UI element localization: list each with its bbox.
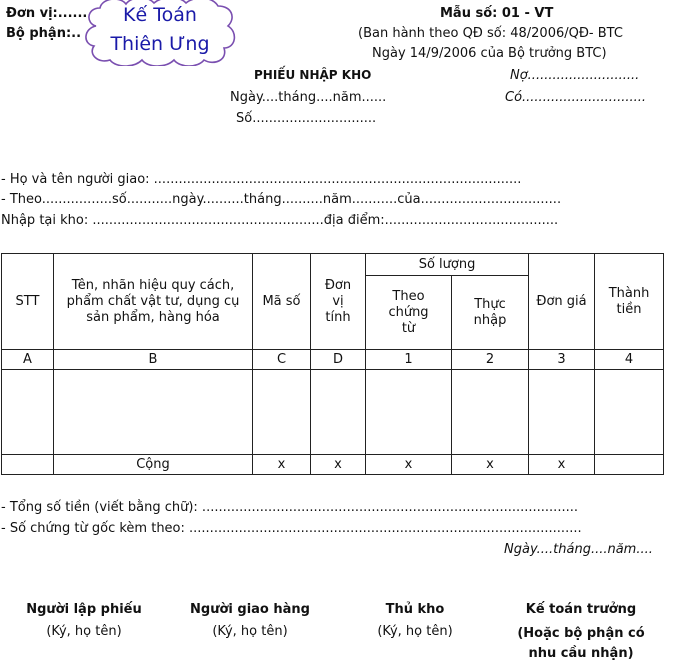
signature-title: Người giao hàng [190,602,310,617]
empty-cell [2,370,54,455]
header-ten: Tên, nhãn hiệu quy cách, phẩm chất vật tư, dụng cụ sản phẩm, hàng hóa [54,254,253,350]
header-ma-so: Mã số [253,254,311,350]
empty-cell [452,370,529,455]
total-label: Cộng [54,455,253,475]
total-cell [595,455,664,475]
header-theo-chung-tu: Theo chứng từ [366,276,452,350]
total-row [2,455,664,475]
signature-title: Người lập phiếu [26,602,142,617]
theo-field: - Theo.................số...........ngày..........tháng..........năm...........của.................................. [1,192,562,207]
code-cell: 2 [452,350,529,370]
no-field: Nợ........................... [510,68,640,83]
signature-note: (Hoặc bộ phận có nhu cầu nhận) [517,626,645,661]
header-don-gia: Đơn giá [529,254,595,350]
code-cell: C [253,350,311,370]
don-vi-label: Đơn vị:...... [6,6,88,21]
co-field: Có.............................. [505,90,647,105]
logo-line-1: Kế Toán [123,4,197,26]
signature-title: Kế toán trưởng [525,602,637,617]
total-cell: x [311,455,366,475]
ban-hanh: (Ban hành theo QĐ số: 48/2006/QĐ- BTC [358,26,623,41]
header-so-luong: Số lượng [366,254,529,276]
total-cell [2,455,54,475]
nguoi-giao-field: - Họ và tên người giao: ......................................................................................... [1,172,522,187]
table-row [2,370,664,455]
footer-date: Ngày....tháng....năm.... [504,542,653,557]
empty-cell [529,370,595,455]
header-thuc-nhap: Thực nhập [452,276,529,350]
empty-cell [595,370,664,455]
nhap-tai-kho-field: Nhập tại kho: ........................................................địa điểm:.......................................... [1,213,559,228]
logo [82,0,238,66]
signature-title: Thủ kho [385,602,445,617]
empty-cell [253,370,311,455]
code-cell: 4 [595,350,664,370]
chung-tu-field: - Số chứng từ gốc kèm theo: ............................................................................................... [1,521,582,536]
header-dvt: Đơn vị tính [311,254,366,350]
signature-note: (Ký, họ tên) [46,624,122,639]
signature-note: (Ký, họ tên) [212,624,288,639]
empty-cell [311,370,366,455]
header-stt: STT [2,254,54,350]
page-title: PHIẾU NHẬP KHO [254,68,372,82]
signature-note: (Ký, họ tên) [377,624,453,639]
total-cell: x [452,455,529,475]
bo-phan-label: Bộ phận:.. [6,26,82,41]
total-cell: x [366,455,452,475]
logo-line-2: Thiên Ưng [110,33,210,55]
code-cell: A [2,350,54,370]
title-date: Ngày....tháng....năm...... [230,90,387,105]
code-cell: 3 [529,350,595,370]
goods-table [1,253,664,475]
code-cell: 1 [366,350,452,370]
tong-tien-field: - Tổng số tiền (viết bằng chữ): ........................................................................................... [1,500,578,515]
title-so: Số.............................. [236,111,377,126]
code-cell: B [54,350,253,370]
empty-cell [54,370,253,455]
total-cell: x [253,455,311,475]
code-cell: D [311,350,366,370]
total-cell: x [529,455,595,475]
mau-so: Mẫu số: 01 - VT [440,6,554,21]
ngay-ban-hanh: Ngày 14/9/2006 của Bộ trưởng BTC) [372,46,607,61]
header-thanh-tien: Thành tiền [595,254,664,350]
empty-cell [366,370,452,455]
